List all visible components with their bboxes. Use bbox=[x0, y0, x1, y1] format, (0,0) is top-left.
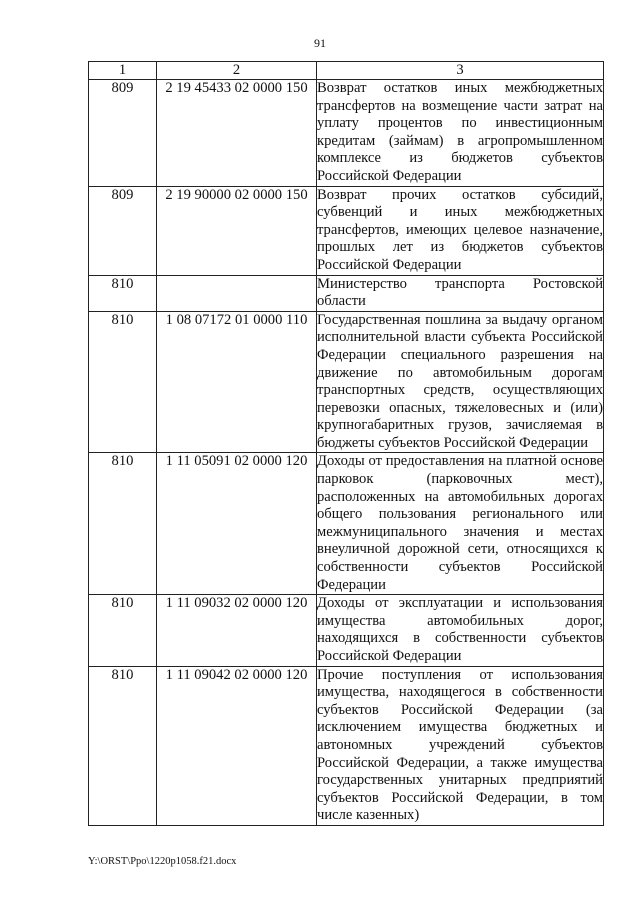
revenue-code-cell: 1 11 09032 02 0000 120 bbox=[157, 595, 317, 666]
revenue-code-cell: 2 19 90000 02 0000 150 bbox=[157, 186, 317, 275]
revenue-code-cell: 2 19 45433 02 0000 150 bbox=[157, 80, 317, 187]
table-row bbox=[89, 186, 604, 275]
revenue-name-cell: Доходы от предоставления на платной основе парковок (парковочных мест), расположенных на автомобильных дорогах общего пользования регионального или межмуниципального значения и местах внеуличной дорожной сети, относящихся к собственности субъектов Российской Федерации bbox=[317, 453, 604, 595]
revenue-codes-table bbox=[88, 61, 604, 826]
administrator-code-cell: 809 bbox=[89, 80, 157, 187]
page-number: 91 bbox=[314, 36, 326, 50]
revenue-name-cell: Прочие поступления от использования имущества, находящегося в собственности субъектов Российской Федерации (за исключением имущества бюджетных и автономных учреждений субъектов Российской Федерации, а также имущества государственных унитарных предприятий субъектов Российской Федерации, в том числе казенных) bbox=[317, 666, 604, 825]
table-row bbox=[89, 453, 604, 595]
revenue-name-cell: Министерство транспорта Ростовской области bbox=[317, 275, 604, 311]
revenue-code-cell bbox=[157, 275, 317, 311]
administrator-code-cell: 809 bbox=[89, 186, 157, 275]
administrator-code-cell: 810 bbox=[89, 595, 157, 666]
table-row bbox=[89, 595, 604, 666]
administrator-code-cell: 810 bbox=[89, 666, 157, 825]
administrator-code-cell: 810 bbox=[89, 275, 157, 311]
revenue-name-cell: Возврат остатков иных межбюджетных трансфертов на возмещение части затрат на уплату процентов по инвестиционным кредитам (займам) в агропромышленном комплексе из бюджетов субъектов Российской Федерации bbox=[317, 80, 604, 187]
revenue-name-cell: Государственная пошлина за выдачу органом исполнительной власти субъекта Российской Федерации специального разрешения на движение по автомобильным дорогам транспортных средств, осуществляющих перевозки опасных, тяжеловесных и (или) крупногабаритных грузов, зачисляемая в бюджеты субъектов Российской Федерации bbox=[317, 311, 604, 453]
table-row bbox=[89, 311, 604, 453]
revenue-code-cell: 1 11 05091 02 0000 120 bbox=[157, 453, 317, 595]
revenue-code-cell: 1 11 09042 02 0000 120 bbox=[157, 666, 317, 825]
administrator-code-cell: 810 bbox=[89, 311, 157, 453]
column-header-1: 1 bbox=[89, 62, 157, 80]
administrator-code-cell: 810 bbox=[89, 453, 157, 595]
table-row bbox=[89, 275, 604, 311]
revenue-name-cell: Доходы от эксплуатации и использования имущества автомобильных дорог, находящихся в собственности субъектов Российской Федерации bbox=[317, 595, 604, 666]
table-row bbox=[89, 80, 604, 187]
column-header-3: 3 bbox=[317, 62, 604, 80]
document-file-path: Y:\ORST\Ppo\1220p1058.f21.docx bbox=[88, 856, 237, 867]
revenue-name-cell: Возврат прочих остатков субсидий, субвенций и иных межбюджетных трансфертов, имеющих целевое назначение, прошлых лет из бюджетов субъектов Российской Федерации bbox=[317, 186, 604, 275]
column-header-2: 2 bbox=[157, 62, 317, 80]
table-row bbox=[89, 666, 604, 825]
revenue-code-cell: 1 08 07172 01 0000 110 bbox=[157, 311, 317, 453]
table-header-row bbox=[89, 62, 604, 80]
